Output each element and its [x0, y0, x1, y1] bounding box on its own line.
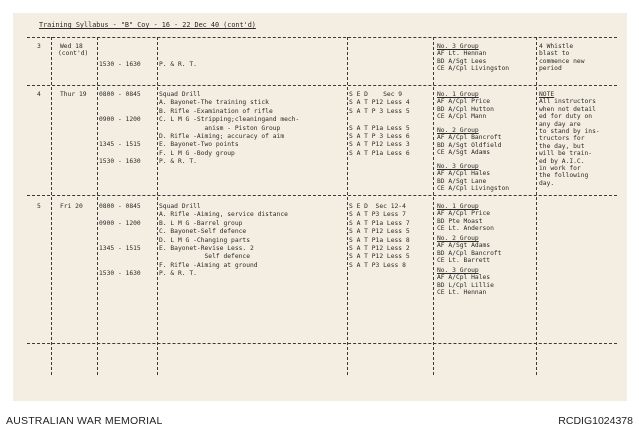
entry-subject: P. & R. T.	[159, 270, 197, 278]
reference-ref: S A T P12 Less 5	[349, 253, 410, 261]
group-instructor: CE A/Cpl Mann	[437, 113, 487, 121]
reference-ref: S A T P12 Less 4	[349, 99, 410, 107]
row-separator	[27, 85, 617, 86]
row-day-sub: (cont'd)	[58, 50, 89, 57]
row-day: Fri 20	[60, 203, 83, 210]
group-instructor: CE Lt. Barrett	[437, 257, 491, 265]
entry-subject: C. L M G -Stripping;cleaningand mech-	[159, 116, 300, 124]
group-instructor: BD A/Sgt Lane	[437, 177, 487, 185]
entry-time: 1530 - 1630	[99, 158, 141, 166]
remark-line: when not detail	[539, 105, 596, 113]
row-number: 5	[37, 203, 41, 210]
group-instructor: CE A/Cpl Livingston	[437, 185, 510, 193]
entry-subject: P. & R. T.	[159, 158, 197, 166]
page-title: Training Syllabus - "B" Coy - 16 - 22 Dec 40 (cont'd)	[39, 21, 256, 29]
entry-subject: Squad Drill	[159, 91, 201, 98]
table-bottom-rule	[27, 343, 617, 344]
entry-time: 1530 - 1630	[99, 61, 141, 68]
group-title: No. 1 Group	[437, 203, 479, 210]
entry-time: 0800 - 0845	[99, 91, 141, 98]
group-instructor: BD A/Sgt Lees	[437, 57, 487, 65]
group-instructor: AF Lt. Hennan	[437, 50, 487, 58]
archive-footer	[0, 410, 639, 431]
catalog-id: RCDIG1024378	[558, 415, 633, 427]
remark-line: ed by A.I.C.	[539, 157, 585, 165]
remark-line: NOTE	[539, 91, 555, 98]
entry-time: 1345 - 1515	[99, 141, 141, 149]
group-title: No. 3 Group	[437, 267, 479, 274]
remark-line: period	[539, 65, 562, 73]
entry-subject: C. Bayonet-Self defence	[159, 228, 247, 236]
reference-ref: S A T P3 Less 7	[349, 211, 406, 219]
remark-line: commence new	[539, 57, 585, 65]
row-day: Thur 19	[60, 91, 87, 98]
column-divider	[51, 37, 52, 375]
remark-line: ed for duty on	[539, 113, 593, 121]
column-divider	[433, 37, 434, 375]
entry-subject: A. Rifle -Aiming, service distance	[159, 211, 288, 219]
remark-line: any day are	[539, 120, 581, 128]
reference-ref: S A T P12 Less 5	[349, 228, 410, 236]
entry-subject: A. Bayonet-The training stick	[159, 99, 269, 107]
archive-source: AUSTRALIAN WAR MEMORIAL	[6, 415, 163, 427]
group-instructor: CE Lt. Anderson	[437, 225, 494, 233]
document-sheet	[13, 13, 627, 401]
entry-subject: D. L M G -Changing parts	[159, 236, 250, 244]
group-instructor: BD L/Cpl Lillie	[437, 281, 494, 289]
group-instructor: CE Lt. Hennan	[437, 289, 487, 297]
group-instructor: AF A/Sgt Adams	[437, 242, 491, 250]
group-instructor: BD A/Cpl Hutton	[437, 105, 494, 113]
group-title: No. 1 Group	[437, 91, 479, 98]
remark-line: day.	[539, 179, 555, 187]
entry-time: 0800 - 0845	[99, 203, 141, 210]
reference-ref: S A T P12 Less 3	[349, 141, 410, 149]
entry-subject: E. Bayonet-Two points	[159, 141, 239, 149]
reference-ref: S A T P 3 Less 5	[349, 107, 410, 115]
reference-ref: S A T P1a Less 5	[349, 124, 410, 132]
remark-line: to stand by ins-	[539, 128, 600, 135]
reference-ref: S E D Sec 9	[349, 91, 403, 98]
remark-line: tructors for	[539, 135, 585, 143]
group-instructor: CE A/Cpl Livingston	[437, 65, 510, 73]
column-divider	[157, 37, 158, 375]
group-instructor: AF A/Cpl Price	[437, 98, 491, 106]
entry-time: 1345 - 1515	[99, 245, 141, 252]
row-day: Wed 18	[60, 43, 83, 50]
group-instructor: AF A/Cpl Hales	[437, 170, 491, 178]
entry-subject: F. L M G -Body group	[159, 149, 235, 157]
group-instructor: BD A/Cpl Bancroft	[437, 249, 502, 257]
table-top-rule	[27, 37, 617, 38]
entry-subject: anism - Piston Group	[159, 124, 281, 132]
entry-time: 0900 - 1200	[99, 219, 141, 227]
column-divider	[347, 37, 348, 375]
group-instructor: AF A/Cpl Bancroft	[437, 134, 502, 142]
entry-subject: B. L M G -Barrel group	[159, 219, 243, 227]
entry-subject: F. Rifle -Aiming at ground	[159, 261, 258, 269]
reference-ref: S A T P12 Less 2	[349, 245, 410, 252]
group-instructor: CE A/Sgt Adams	[437, 149, 491, 157]
reference-ref: S A T P3 Less 8	[349, 261, 406, 269]
column-divider	[97, 37, 98, 375]
group-title: No. 2 Group	[437, 127, 479, 134]
remark-line: blast to	[539, 50, 570, 58]
group-instructor: AF A/Cpl Price	[437, 210, 491, 218]
reference-ref: S A T P1a Less 7	[349, 219, 410, 227]
group-instructor: BD Pte Moast	[437, 217, 483, 225]
group-title: No. 3 Group	[437, 43, 479, 50]
group-title: No. 3 Group	[437, 163, 479, 170]
row-number: 3	[37, 43, 41, 50]
reference-ref: S E D Sec 12-4	[349, 203, 406, 210]
row-separator	[27, 195, 617, 196]
reference-ref: S A T P 3 Less 6	[349, 133, 410, 140]
remark-line: 4 Whistle	[539, 43, 574, 50]
entry-subject: Squad Drill	[159, 203, 201, 210]
reference-ref: S A T P1a Less 8	[349, 236, 410, 244]
group-instructor: BD A/Sgt Oldfield	[437, 141, 502, 149]
remark-line: All instructors	[539, 98, 596, 106]
entry-time: 1530 - 1630	[99, 270, 141, 278]
entry-subject: E. Bayonet-Revise Less. 2	[159, 245, 254, 252]
reference-ref: S A T P1a Less 6	[349, 149, 410, 157]
entry-subject: B. Rifle -Examination of rifle	[159, 107, 273, 115]
group-instructor: AF A/Cpl Hales	[437, 274, 491, 282]
entry-subject: D. Rifle -Aiming; accuracy of aim	[159, 133, 285, 140]
entry-time: 0900 - 1200	[99, 116, 141, 124]
group-title: No. 2 Group	[437, 235, 479, 242]
entry-subject: P. & R. T.	[159, 61, 197, 68]
entry-subject: Self defence	[159, 253, 250, 261]
remark-line: will be train-	[539, 150, 593, 158]
column-divider	[536, 37, 537, 375]
remark-line: the day, but	[539, 142, 585, 150]
row-number: 4	[37, 91, 41, 98]
remark-line: in work for	[539, 165, 581, 172]
remark-line: the following	[539, 172, 589, 180]
